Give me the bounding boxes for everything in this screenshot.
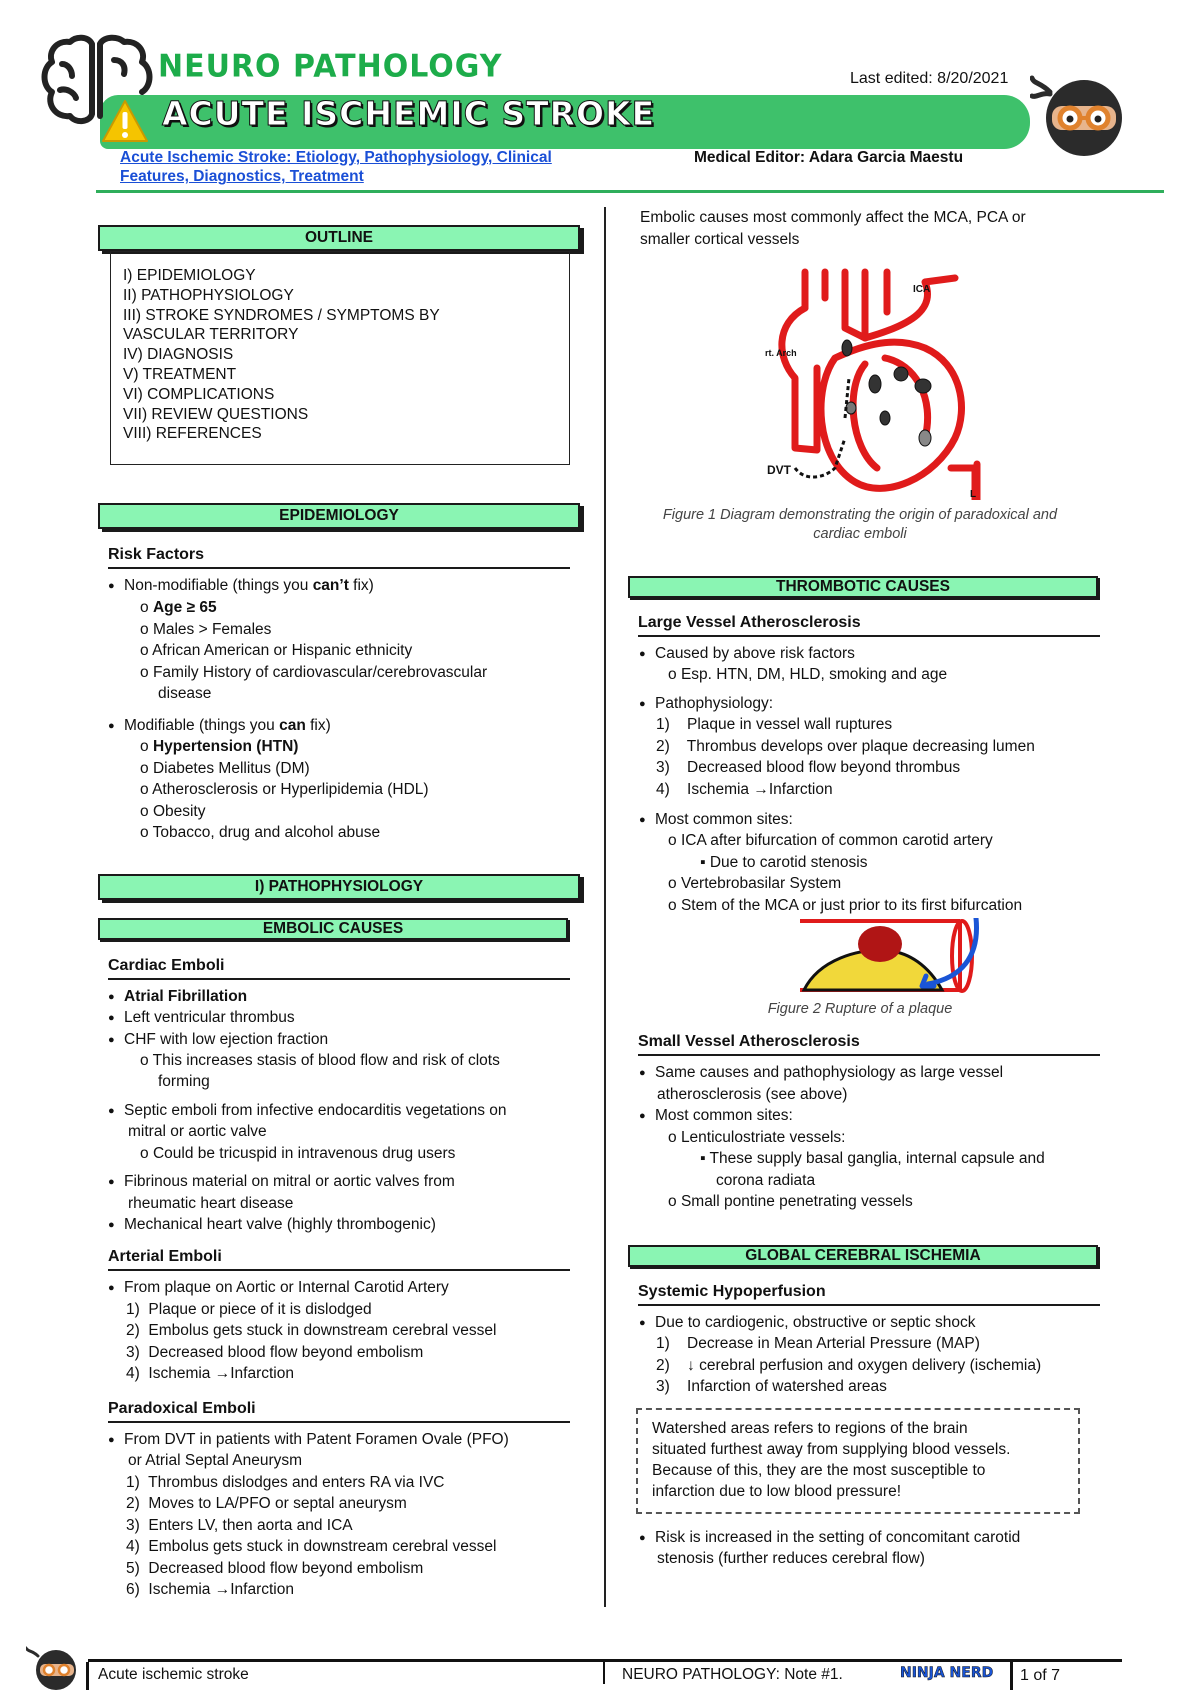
footer-separator — [603, 1662, 605, 1684]
paradox-intro-cont: or Atrial Septal Aneurysm — [128, 1452, 303, 1469]
watershed-note-box — [636, 1408, 1080, 1514]
figure-1-caption — [640, 506, 1080, 545]
paradox-step: 2) Moves to LA/PFO or septal aneurysm — [126, 1495, 407, 1512]
watershed-line: situated furthest away from supplying blood vessels. — [652, 1441, 1011, 1458]
cardiac-emboli-heading: Cardiac Emboli — [108, 955, 570, 980]
risk-item-cont: stenosis (further reduces cerebral flow) — [657, 1550, 925, 1567]
arterial-emboli-heading: Arterial Emboli — [108, 1246, 570, 1271]
cardiac-item-cont: rheumatic heart disease — [128, 1195, 294, 1212]
large-vessel-heading: Large Vessel Atherosclerosis — [638, 612, 1100, 637]
large-vessel-step: 1) Plaque in vessel wall ruptures — [656, 716, 893, 733]
large-vessel-step: 3) Decreased blood flow beyond thrombus — [656, 759, 961, 776]
figure-2-caption: Figure 2 Rupture of a plaque — [767, 1001, 953, 1017]
cardiac-item: ● CHF with low ejection fraction — [124, 1030, 328, 1051]
medical-editor: Medical Editor: Adara Garcia Maestu — [694, 149, 964, 166]
fig1-label-l: L — [970, 489, 977, 500]
outline-item: IV) DIAGNOSIS — [123, 346, 234, 364]
risk-subitem: o Males > Females — [140, 621, 272, 638]
fig1-label-ica: ICA — [913, 284, 931, 295]
nonmodifiable-item: ● Non-modifiable (things you can’t fix) — [124, 576, 374, 597]
global-ischemia-header: GLOBAL CEREBRAL ISCHEMIA — [628, 1245, 1098, 1267]
video-link-line[interactable]: Acute Ischemic Stroke: Etiology, Pathophysiology, Clinical — [120, 149, 552, 166]
outline-item: V) TREATMENT — [123, 365, 237, 383]
large-vessel-item: ● Most common sites: — [655, 810, 793, 831]
ninja-mascot-icon — [1030, 62, 1130, 160]
outline-header: OUTLINE — [98, 225, 580, 251]
arterial-step: 2) Embolus gets stuck in downstream cerebral vessel — [126, 1322, 497, 1339]
modifiable-item: ● Modifiable (things you can fix) — [124, 716, 331, 737]
embolic-note: Embolic causes most commonly affect the MCA, PCA or — [640, 209, 1026, 226]
small-vessel-subsubitem-cont: corona radiata — [716, 1172, 816, 1189]
large-vessel-subitem: o Stem of the MCA or just prior to its first bifurcation — [668, 897, 1023, 914]
risk-item: ● Risk is increased in the setting of concomitant carotid — [655, 1528, 1020, 1549]
fig1-label-dvt: DVT — [767, 463, 791, 477]
large-vessel-step: 4) Ischemia →Infarction — [656, 781, 833, 798]
cardiac-item: ● Left ventricular thrombus — [124, 1008, 295, 1029]
small-vessel-item: ● Most common sites: — [655, 1106, 793, 1127]
small-vessel-subitem: o Small pontine penetrating vessels — [668, 1193, 913, 1210]
risk-subitem: o Tobacco, drug and alcohol abuse — [140, 824, 381, 841]
last-edited: Last edited: 8/20/2021 — [850, 70, 1009, 87]
risk-subitem-cont: disease — [158, 685, 212, 702]
paradox-step: 6) Ischemia →Infarction — [126, 1581, 294, 1598]
figure-1-heart-diagram — [765, 268, 985, 500]
large-vessel-item: ● Caused by above risk factors — [655, 644, 855, 665]
embolic-note: smaller cortical vessels — [640, 231, 800, 248]
outline-item: VIII) REFERENCES — [123, 425, 262, 443]
ninja-nerd-logo: NINJA NERD — [900, 1665, 994, 1681]
cardiac-item-cont: mitral or aortic valve — [128, 1123, 267, 1140]
cardiac-item: ● Fibrinous material on mitral or aortic valves from — [124, 1172, 455, 1193]
risk-subitem: o African American or Hispanic ethnicity — [140, 642, 413, 659]
paradox-step: 3) Enters LV, then aorta and ICA — [126, 1517, 353, 1534]
large-vessel-item: ● Pathophysiology: — [655, 694, 773, 715]
arterial-step: 3) Decreased blood flow beyond embolism — [126, 1344, 424, 1361]
fig1-label-arch: rt. Arch — [765, 348, 797, 358]
footer-divider — [88, 1659, 1122, 1662]
outline-item: I) EPIDEMIOLOGY — [123, 267, 256, 284]
systemic-item: ● Due to cardiogenic, obstructive or septic shock — [655, 1313, 976, 1334]
arterial-intro: ● From plaque on Aortic or Internal Carotid Artery — [124, 1278, 449, 1299]
risk-subitem: o Diabetes Mellitus (DM) — [140, 760, 310, 777]
subject-title: NEURO PATHOLOGY — [158, 48, 503, 85]
outline-item: VASCULAR TERRITORY — [123, 326, 299, 344]
cardiac-subitem-cont: forming — [158, 1073, 210, 1090]
outline-item: VII) REVIEW QUESTIONS — [123, 405, 309, 423]
large-vessel-subitem: o Vertebrobasilar System — [668, 875, 842, 892]
paradox-intro: ● From DVT in patients with Patent Foramen Ovale (PFO) — [124, 1430, 509, 1451]
watershed-line: Watershed areas refers to regions of the brain — [652, 1420, 968, 1437]
pathophysiology-header: I) PATHOPHYSIOLOGY — [98, 874, 580, 900]
risk-subitem: o Family History of cardiovascular/cerebrovascular — [140, 664, 488, 681]
ninja-footer-icon — [26, 1642, 82, 1692]
systemic-step: 1) Decrease in Mean Arterial Pressure (MAP) — [656, 1335, 980, 1352]
risk-subitem: o Hypertension (HTN) — [140, 738, 299, 755]
arterial-step: 4) Ischemia →Infarction — [126, 1365, 294, 1382]
risk-subitem: o Obesity — [140, 803, 206, 820]
topic-title: ACUTE ISCHEMIC STROKE — [162, 94, 656, 133]
paradox-step: 4) Embolus gets stuck in downstream cerebral vessel — [126, 1538, 497, 1555]
small-vessel-subsubitem: ▪ These supply basal ganglia, internal capsule and — [700, 1150, 1045, 1167]
arterial-step: 1) Plaque or piece of it is dislodged — [126, 1301, 372, 1318]
header-divider — [96, 190, 1164, 193]
footer-left-border — [86, 1662, 89, 1690]
cardiac-item: ● Mechanical heart valve (highly thrombogenic) — [124, 1215, 436, 1236]
systemic-step: 2) ↓ cerebral perfusion and oxygen delivery (ischemia) — [656, 1357, 1042, 1374]
large-vessel-subitem: o Esp. HTN, DM, HLD, smoking and age — [668, 666, 948, 683]
paradox-step: 1) Thrombus dislodges and enters RA via IVC — [126, 1474, 445, 1491]
cardiac-item: ● Septic emboli from infective endocarditis vegetations on — [124, 1101, 507, 1122]
watershed-line: Because of this, they are the most susceptible to — [652, 1462, 986, 1479]
video-link-line[interactable]: Features, Diagnostics, Treatment — [120, 168, 364, 186]
outline-list — [110, 251, 570, 465]
cardiac-item: ● Atrial Fibrillation — [124, 987, 247, 1008]
footer-page-border — [1010, 1662, 1013, 1690]
small-vessel-item-cont: atherosclerosis (see above) — [657, 1086, 848, 1103]
outline-item: VI) COMPLICATIONS — [123, 385, 275, 403]
cardiac-subitem: o This increases stasis of blood flow and risk of clots — [140, 1052, 500, 1069]
cardiac-subitem: o Could be tricuspid in intravenous drug users — [140, 1145, 456, 1162]
paradoxical-emboli-heading: Paradoxical Emboli — [108, 1398, 570, 1423]
risk-subitem: o Atherosclerosis or Hyperlipidemia (HDL) — [140, 781, 429, 798]
large-vessel-step: 2) Thrombus develops over plaque decreasing lumen — [656, 738, 1035, 755]
column-divider — [604, 207, 606, 1607]
large-vessel-subitem: o ICA after bifurcation of common carotid artery — [668, 832, 993, 849]
warning-icon — [100, 98, 150, 144]
page-number: 1 of 7 — [1020, 1667, 1061, 1684]
caption-line: Figure 1 Diagram demonstrating the origin of paradoxical and — [662, 507, 1058, 523]
figure-2-plaque-diagram — [800, 918, 980, 994]
small-vessel-heading: Small Vessel Atherosclerosis — [638, 1031, 1100, 1056]
outline-item: II) PATHOPHYSIOLOGY — [123, 286, 294, 304]
epidemiology-header: EPIDEMIOLOGY — [98, 503, 580, 529]
systemic-step: 3) Infarction of watershed areas — [656, 1378, 887, 1395]
outline-item: III) STROKE SYNDROMES / SYMPTOMS BY — [123, 306, 440, 324]
risk-subitem: o Age ≥ 65 — [140, 599, 217, 616]
small-vessel-item: ● Same causes and pathophysiology as large vessel — [655, 1063, 1003, 1084]
footer-topic: Acute ischemic stroke — [98, 1666, 249, 1683]
systemic-hypoperfusion-heading: Systemic Hypoperfusion — [638, 1281, 1100, 1306]
caption-line: cardiac emboli — [813, 526, 907, 543]
small-vessel-subitem: o Lenticulostriate vessels: — [668, 1129, 846, 1146]
watershed-line: infarction due to low blood pressure! — [652, 1483, 902, 1500]
paradox-step: 5) Decreased blood flow beyond embolism — [126, 1560, 424, 1577]
footer-note: NEURO PATHOLOGY: Note #1. — [622, 1666, 843, 1683]
video-link[interactable] — [120, 148, 630, 187]
thrombotic-causes-header: THROMBOTIC CAUSES — [628, 576, 1098, 598]
embolic-causes-header: EMBOLIC CAUSES — [98, 918, 568, 940]
large-vessel-subsubitem: ▪ Due to carotid stenosis — [700, 854, 868, 871]
risk-factors-heading: Risk Factors — [108, 544, 570, 569]
